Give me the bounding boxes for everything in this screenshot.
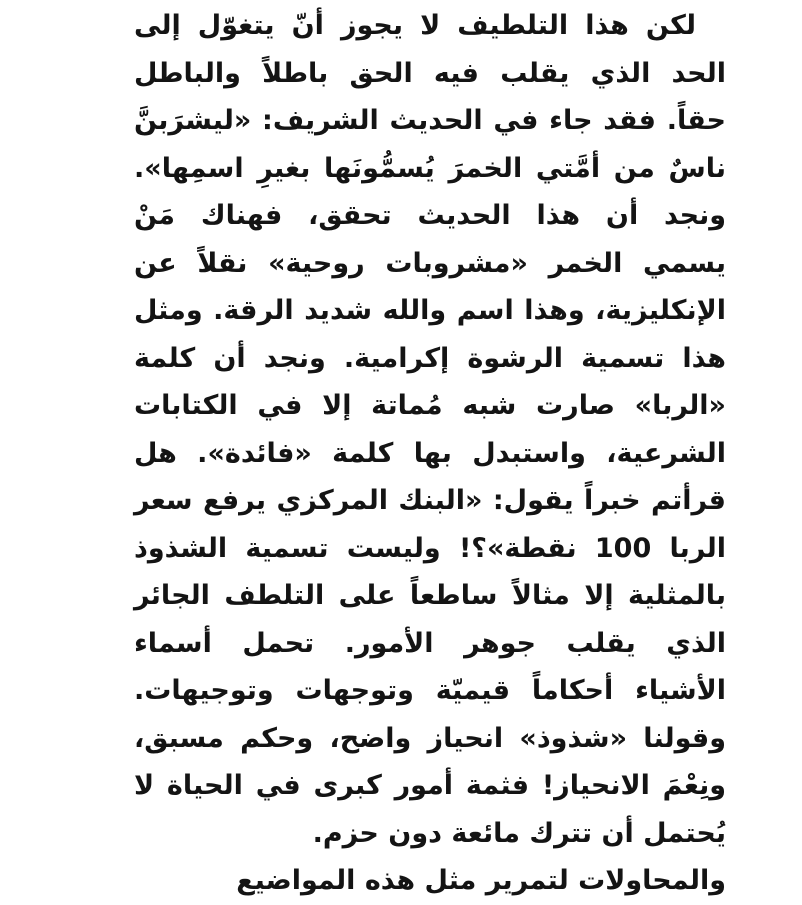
text-line-15: الأشياء أحكاماً قيميّة وتوجهات وتوجيهات. (134, 675, 726, 706)
text-line-11: قرأتم خبراً يقول: «البنك المركزي يرفع سعر (134, 485, 726, 516)
text-line-7: الإنكليزية، وهذا اسم والله شديد الرقة. ومثل (134, 295, 726, 326)
text-line-17: ونِعْمَ الانحياز! فثمة أمور كبرى في الحياة لا (134, 770, 726, 801)
text-line-8: هذا تسمية الرشوة إكرامية. ونجد أن كلمة (134, 342, 726, 374)
text-line-13: بالمثلية إلا مثالاً ساطعاً على التلطف الجائر (134, 580, 726, 611)
text-line-3: حقاً. فقد جاء في الحديث الشريف: «ليشرَبنَّ (134, 105, 726, 136)
text-line-2: الحد الذي يقلب فيه الحق باطلاً والباطل (134, 57, 726, 89)
text-line-4: ناسٌ من أمَّتي الخمرَ يُسمُّونَها بغيرِ اسمِها». (134, 152, 726, 184)
text-line-9: «الربا» صارت شبه مُماتة إلا في الكتابات (134, 390, 726, 421)
text-line-6: يسمي الخمر «مشروبات روحية» نقلاً عن (134, 247, 726, 279)
paragraph (134, 2, 726, 905)
text-line-18: يُحتمل أن تترك مائعة دون حزم. (312, 817, 726, 849)
text-line-12: الربا 100 نقطة»؟! وليست تسمية الشذوذ (134, 532, 726, 564)
text-line-14: الذي يقلب جوهر الأمور. تحمل أسماء (134, 627, 726, 659)
text-line-5: ونجد أن هذا الحديث تحقق، فهناك مَنْ (134, 200, 726, 231)
text-line-10: الشرعية، واستبدل بها كلمة «فائدة». هل (134, 437, 726, 469)
text-line-cut-off: والمحاولات لتمرير مثل هذه المواضيع (236, 865, 726, 896)
text-line-1: لكن هذا التلطيف لا يجوز أنّ يتغوّل إلى (134, 10, 696, 41)
text-line-16: وقولنا «شذوذ» انحياز واضح، وحكم مسبق، (134, 722, 726, 754)
